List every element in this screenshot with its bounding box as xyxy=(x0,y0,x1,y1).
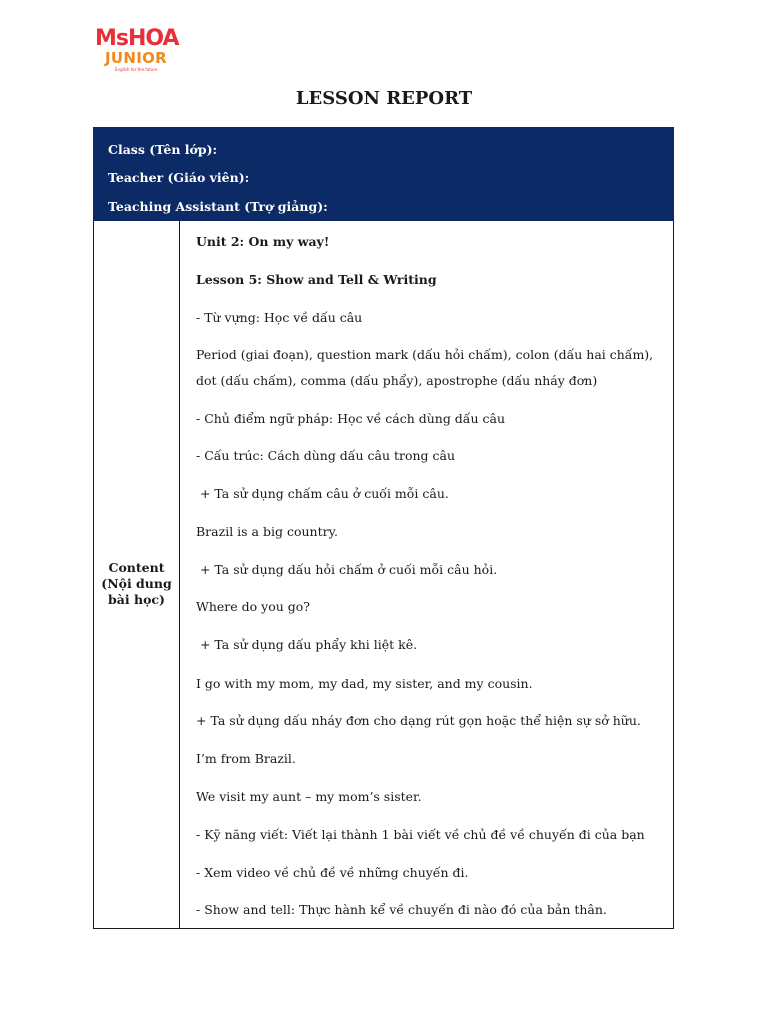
teacher-label: Teacher (Giáo viên): xyxy=(108,170,250,185)
logo-text-mshoa: MsHOA xyxy=(95,26,179,51)
content-line: + Ta sử dụng dấu hỏi chấm ở cuối mỗi câu hỏi. xyxy=(196,562,498,577)
lesson-info-header xyxy=(93,127,674,221)
content-line: - Từ vựng: Học về dấu câu xyxy=(196,310,363,325)
content-line: + Ta sử dụng dấu phẩy khi liệt kê. xyxy=(196,637,418,652)
page-title: LESSON REPORT xyxy=(295,88,473,109)
content-line: dot (dấu chấm), comma (dấu phẩy), apostrophe (dấu nháy đơn) xyxy=(196,373,598,388)
logo-text-junior: JUNIOR xyxy=(105,49,167,67)
mshoa-junior-logo xyxy=(95,27,205,73)
teaching-assistant-label: Teaching Assistant (Trợ giảng): xyxy=(108,199,328,214)
content-line: - Cấu trúc: Cách dùng dấu câu trong câu xyxy=(196,448,456,463)
content-line: + Ta sử dụng chấm câu ở cuối mỗi câu. xyxy=(196,486,449,501)
content-line: - Show and tell: Thực hành kể về chuyến đi nào đó của bản thân. xyxy=(196,902,607,917)
content-line: I’m from Brazil. xyxy=(196,751,296,766)
content-line: - Xem video về chủ đề về những chuyến đi. xyxy=(196,865,469,880)
logo-tagline: English for the future xyxy=(115,67,158,72)
content-line: Where do you go? xyxy=(196,599,310,614)
content-line: - Kỹ năng viết: Viết lại thành 1 bài viết về chủ đề về chuyến đi của bạn xyxy=(196,827,645,842)
content-label-line-1: Content xyxy=(108,560,165,575)
content-line: - Chủ điểm ngữ pháp: Học về cách dùng dấu câu xyxy=(196,411,505,426)
lesson-title: Lesson 5: Show and Tell & Writing xyxy=(196,272,437,287)
content-row-label xyxy=(94,560,179,608)
content-table xyxy=(93,221,674,929)
content-label-line-3: bài học) xyxy=(108,592,165,607)
content-line: + Ta sử dụng dấu nháy đơn cho dạng rút gọn hoặc thể hiện sự sở hữu. xyxy=(196,713,641,728)
content-line: We visit my aunt – my mom’s sister. xyxy=(196,789,422,804)
column-divider xyxy=(179,221,180,928)
content-line: I go with my mom, my dad, my sister, and my cousin. xyxy=(196,676,533,691)
unit-title: Unit 2: On my way! xyxy=(196,234,330,249)
content-line: Brazil is a big country. xyxy=(196,524,338,539)
class-label: Class (Tên lớp): xyxy=(108,142,218,157)
content-line: Period (giai đoạn), question mark (dấu hỏi chấm), colon (dấu hai chấm), xyxy=(196,347,654,362)
content-label-line-2: (Nội dung xyxy=(101,576,172,591)
